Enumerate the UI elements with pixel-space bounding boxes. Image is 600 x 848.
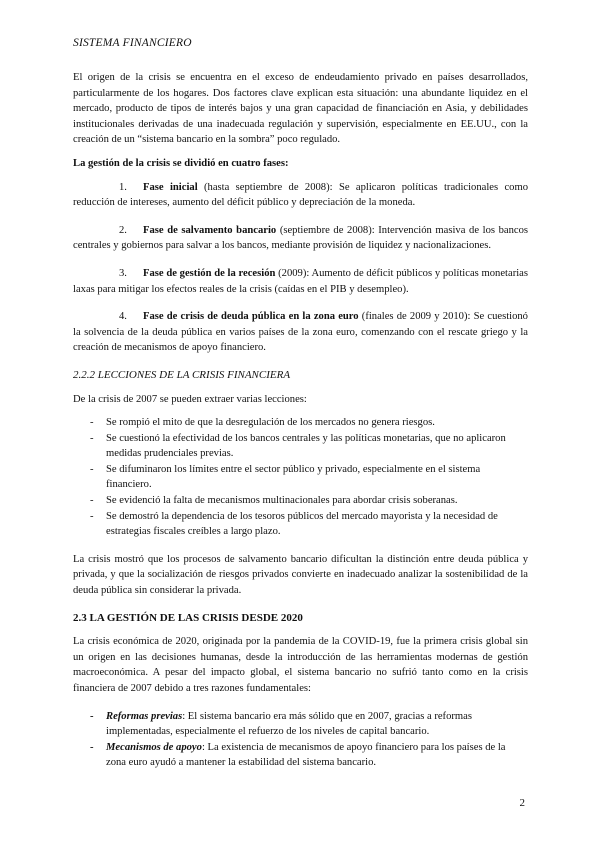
phase-item: [73, 180, 528, 211]
phase-title: Fase de crisis de deuda pública en la zona euro: [143, 311, 359, 323]
phase-text: (finales de 2009 y 2010): Se cuestionó la solvencia de la deuda pública en varios países de la zona euro, comenzando con el rescate griego y la creación de mecanismos de apoyo financiero.: [73, 311, 528, 354]
phase-number: 3.: [119, 267, 127, 279]
intro-paragraph: El origen de la crisis se encuentra en el exceso de endeudamiento privado en países desarrollados, particularmente de los hogares. Dos factores clave explican esta situación: una abundante liquidez en el mercado, producto de tipos de interés bajos y una gran capacidad de financiación en Asia, y debilidades institucionales derivadas de una inadecuada regulación y supervisión, especialmente en EE.UU., con la creación de un “sistema bancario en la sombra” poco regulado.: [73, 72, 528, 146]
reason-text: : El sistema bancario era más sólido que en 2007, gracias a reformas implementadas, especialmente el refuerzo de los niveles de capital bancario.: [106, 710, 472, 738]
phase-item: [73, 266, 528, 297]
phase-title: Fase de gestión de la recesión: [143, 267, 276, 279]
list-item: - Se demostró la dependencia de los tesoros públicos del mercado mayorista y la necesidad de estrategias fiscales creíbles a largo plazo.: [73, 509, 528, 540]
reasons-list: [73, 709, 528, 771]
list-item: - Se evidenció la falta de mecanismos multinacionales para abordar crisis soberanas.: [73, 493, 528, 509]
list-item: - Se difuminaron los límites entre el sector público y privado, especialmente en el sistema financiero.: [73, 462, 528, 493]
list-item: - Se cuestionó la efectividad de los bancos centrales y las políticas monetarias, que no aplicaron medidas prudenciales previas.: [73, 431, 528, 462]
page-number: 2: [519, 797, 525, 809]
list-item: - Se rompió el mito de que la desregulación de los mercados no genera riesgos.: [73, 415, 528, 431]
lessons-list: [73, 415, 528, 540]
section-heading: 2.3 LA GESTIÓN DE LAS CRISIS DESDE 2020: [73, 611, 303, 624]
lessons-intro: De la crisis de 2007 se pueden extraer varias lecciones:: [73, 393, 307, 405]
phase-text: (hasta septiembre de 2008): Se aplicaron políticas tradicionales como reducción de intereses, aumento del déficit público y depreciación de la moneda.: [73, 181, 529, 209]
phase-item: [73, 309, 528, 356]
phases-heading: La gestión de la crisis se dividió en cuatro fases:: [73, 157, 289, 169]
page-body: [73, 70, 528, 771]
reason-title: Reformas previas: [106, 710, 183, 722]
list-item: [73, 709, 528, 740]
list-item: [73, 740, 528, 771]
lessons-heading: 2.2.2 LECCIONES DE LA CRISIS FINANCIERA: [73, 368, 291, 381]
phase-title: Fase de salvamento bancario: [143, 224, 277, 236]
reason-text: : La existencia de mecanismos de apoyo financiero para los países de la zona euro ayudó a mantener la estabilidad del sistema bancario.: [106, 741, 506, 769]
phase-text: (septiembre de 2008): Intervención masiva de los bancos centrales y gobiernos para salvar a los bancos, mediante provisión de liquidez y nacionalizaciones.: [73, 224, 529, 252]
phase-text: (2009): Aumento de déficit públicos y políticas monetarias laxas para mitigar los efectos reales de la crisis (caídas en el PIB y desempleo).: [73, 267, 528, 295]
phase-title: Fase inicial: [143, 181, 198, 193]
phase-number: 4.: [119, 311, 127, 323]
section-paragraph: La crisis económica de 2020, originada por la pandemia de la COVID-19, fue la primera crisis global sin un origen en las decisiones humanas, desde la introducción de las herramientas modernas de gestión macroeconómica. A pesar del impacto global, el sistema bancario no sufrió tanto como en la crisis financiera de 2007 debido a tres razones fundamentales:: [73, 636, 528, 694]
running-header: SISTEMA FINANCIERO: [73, 37, 192, 49]
phase-number: 2.: [119, 224, 127, 236]
phase-number: 1.: [119, 181, 127, 193]
phase-item: [73, 223, 528, 254]
reason-title: Mecanismos de apoyo: [106, 741, 202, 753]
lessons-closing-paragraph: La crisis mostró que los procesos de salvamento bancario dificultan la distinción entre deuda pública y privada, y que la socialización de riesgos privados convierte en inadecuado analizar la sostenibilidad de la deuda pública sin considerar la privada.: [73, 553, 528, 597]
